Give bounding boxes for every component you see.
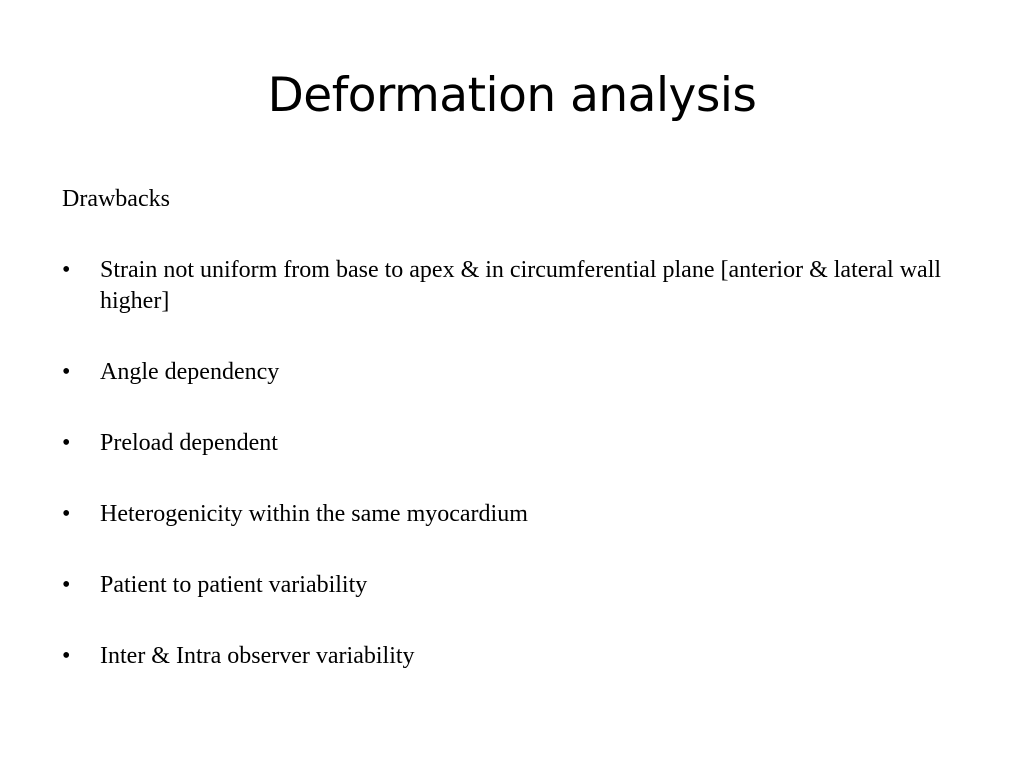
bullet-item — [62, 357, 962, 388]
drawbacks-heading: Drawbacks — [62, 186, 170, 212]
bullet-item — [62, 499, 962, 530]
bullet-list — [62, 255, 962, 672]
bullet-icon: • — [62, 430, 71, 456]
bullet-item — [62, 641, 962, 672]
bullet-text: Heterogenicity within the same myocardium — [100, 501, 528, 527]
bullet-text: Preload dependent — [100, 430, 278, 456]
bullet-icon: • — [62, 572, 71, 598]
bullet-item — [62, 428, 962, 459]
bullet-text: Patient to patient variability — [100, 572, 368, 598]
bullet-text: Strain not uniform from base to apex & in circumferential plane [anterior & lateral wall higher] — [100, 257, 942, 314]
bullet-icon: • — [62, 359, 71, 385]
bullet-icon: • — [62, 643, 71, 669]
bullet-item — [62, 570, 962, 601]
bullet-text: Inter & Intra observer variability — [100, 643, 415, 669]
bullet-item — [62, 255, 962, 317]
bullet-text: Angle dependency — [100, 359, 280, 385]
slide-content — [62, 184, 962, 712]
bullet-icon: • — [62, 501, 71, 527]
slide-title: Deformation analysis — [267, 68, 757, 123]
bullet-icon: • — [62, 257, 71, 283]
